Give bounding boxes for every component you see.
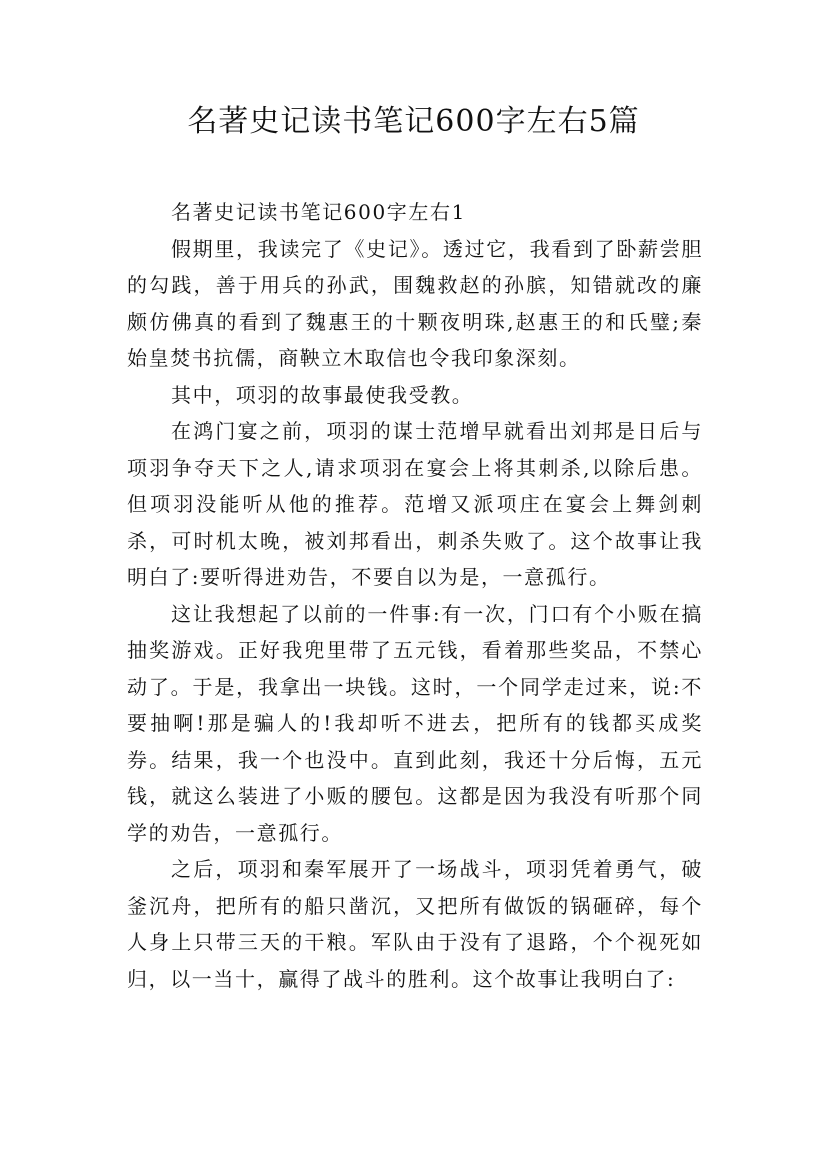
document-title: 名著史记读书笔记600字左右5篇 (187, 104, 640, 139)
paragraph: 这让我想起了以前的一件事:有一次，门口有个小贩在搞抽奖游戏。正好我兜里带了五元钱，看着那些奖品，不禁心动了。于是，我拿出一块钱。这时，一个同学走过来，说:不要抽啊!那是骗人的!我却听不进去，把所有的钱都买成奖券。结果，我一个也没中。直到此刻，我还十分后悔，五元钱，就这么装进了小贩的腰包。这都是因为我没有听那个同学的劝告，一意孤行。 (127, 601, 703, 845)
paragraph: 在鸿门宴之前，项羽的谋士范增早就看出刘邦是日后与项羽争夺天下之人,请求项羽在宴会上将其刺杀,以除后患。但项羽没能听从他的推荐。范增又派项庄在宴会上舞剑刺杀，可时机太晚，被刘邦看出，刺杀失败了。这个故事让我明白了:要听得进劝告，不要自以为是，一意孤行。 (127, 419, 703, 589)
document-body (127, 194, 703, 997)
paragraph: 假期里，我读完了《史记》。透过它，我看到了卧薪尝胆的勾践，善于用兵的孙武，围魏救赵的孙膑，知错就改的廉颇仿佛真的看到了魏惠王的十颗夜明珠,赵惠王的和氏璧;秦始皇焚书抗儒，商鞅立木取信也令我印象深刻。 (127, 236, 703, 370)
paragraph: 之后，项羽和秦军展开了一场战斗，项羽凭着勇气，破釜沉舟，把所有的船只凿沉，又把所有做饭的锅砸碎，每个人身上只带三天的干粮。军队由于没有了退路，个个视死如归，以一当十，赢得了战斗的胜利。这个故事让我明白了: (127, 857, 703, 991)
section-heading: 名著史记读书笔记600字左右1 (171, 200, 466, 224)
paragraph: 其中，项羽的故事最使我受教。 (171, 382, 474, 407)
